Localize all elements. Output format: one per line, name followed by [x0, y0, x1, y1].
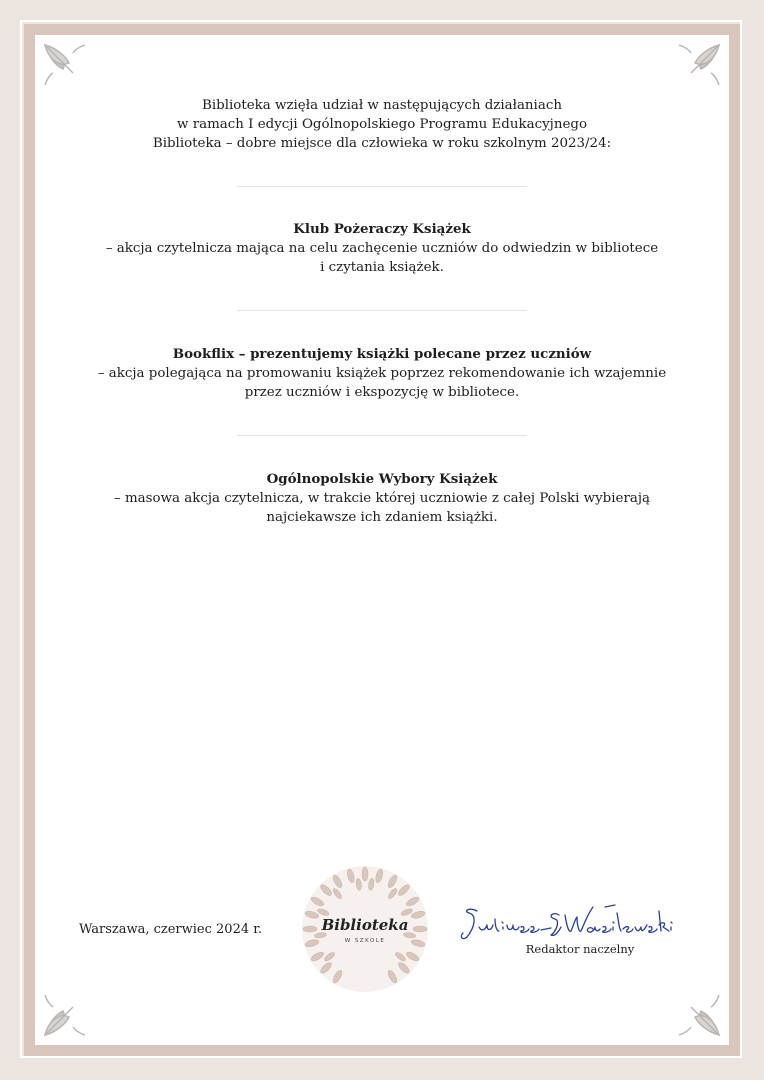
- activity-section-2: [85, 345, 679, 402]
- seal-logo-text: Biblioteka: [321, 916, 409, 934]
- activity-desc-1b: i czytania książek.: [320, 260, 444, 275]
- activity-title-2: Bookflix – prezentujemy książki polecane przez uczniów: [172, 346, 592, 362]
- activity-section-1: [85, 220, 679, 277]
- activity-title-1: Klub Pożeraczy Książek: [293, 221, 471, 237]
- biblioteka-seal-logo: [300, 864, 430, 994]
- divider-2: [237, 310, 527, 311]
- intro-line-3: Biblioteka – dobre miejsce dla człowieka w roku szkolnym 2023/24:: [152, 136, 612, 151]
- activity-desc-3b: najciekawsze ich zdaniem książki.: [266, 510, 498, 525]
- intro-line-1: Biblioteka wzięła udział w następujących działaniach: [202, 98, 562, 113]
- activity-section-3: [85, 470, 679, 527]
- activity-desc-2b: przez uczniów i ekspozycję w bibliotece.: [244, 385, 520, 400]
- corner-ornament-bottom-right-icon: [677, 993, 721, 1037]
- divider-3: [237, 435, 527, 436]
- corner-ornament-top-left-icon: [43, 43, 87, 87]
- seal-logo-subtext: W SZKOLE: [344, 938, 386, 944]
- corner-ornament-top-right-icon: [677, 43, 721, 87]
- activity-desc-2a: – akcja polegająca na promowaniu książek poprzez rekomendowanie ich wzajemnie: [97, 366, 667, 381]
- activity-desc-3a: – masowa akcja czytelnicza, w trakcie której uczniowie z całej Polski wybierają: [114, 491, 650, 506]
- place-date: Warszawa, czerwiec 2024 r.: [79, 922, 263, 937]
- activity-desc-1a: – akcja czytelnicza mająca na celu zachęcenie uczniów do odwiedzin w bibliotece: [105, 241, 659, 256]
- signature-role: Redaktor naczelny: [525, 942, 635, 956]
- corner-ornament-bottom-left-icon: [43, 993, 87, 1037]
- intro-line-2: w ramach I edycji Ogólnopolskiego Programu Edukacyjnego: [176, 117, 588, 132]
- certificate-page: [35, 35, 729, 1045]
- handwritten-signature: [455, 897, 685, 947]
- divider-1: [237, 186, 527, 187]
- activity-title-3: Ogólnopolskie Wybory Książek: [266, 471, 498, 487]
- intro-text: [35, 96, 729, 153]
